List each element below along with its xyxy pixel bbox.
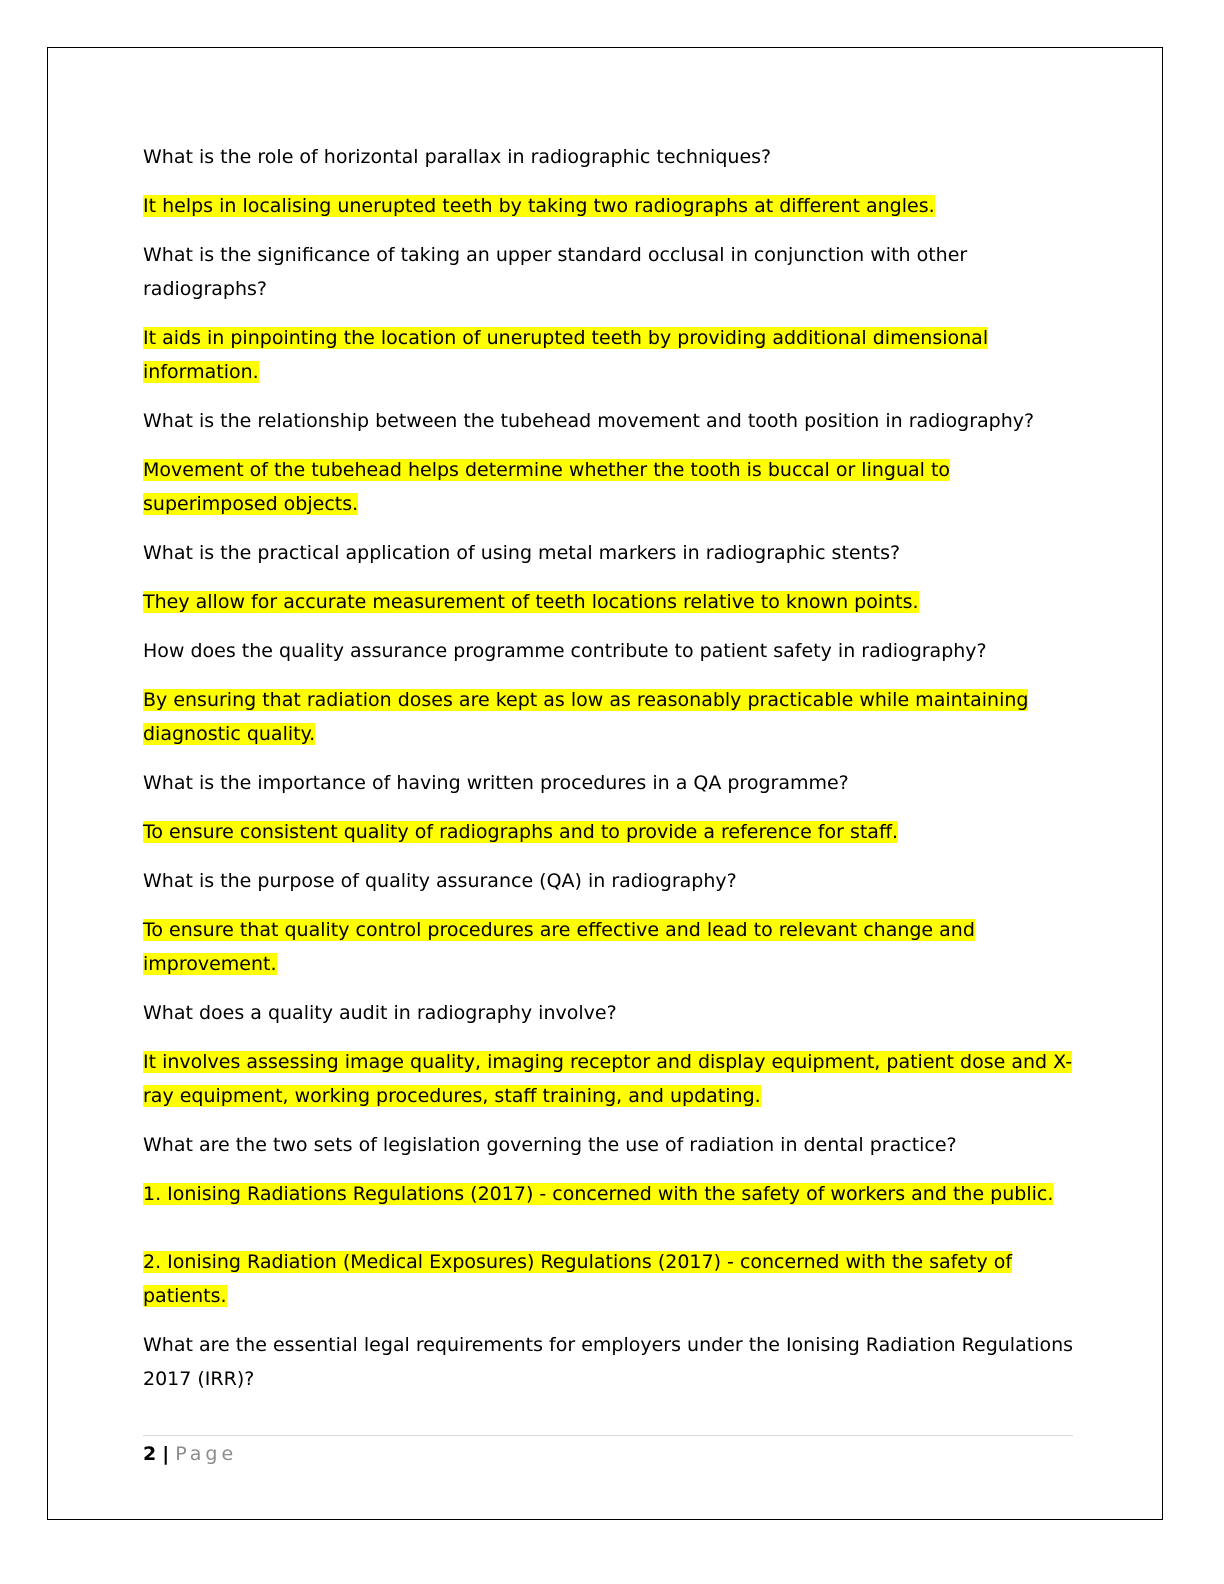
page-number: 2 (143, 1443, 157, 1465)
answer-9a: 1. Ionising Radiations Regulations (2017) - concerned with the safety of workers and the public. (143, 1183, 1054, 1205)
answer-1: It helps in localising unerupted teeth by taking two radiographs at different angles. (143, 195, 935, 217)
question-3: What is the relationship between the tubehead movement and tooth position in radiography? (143, 410, 1035, 432)
question-6: What is the importance of having written procedures in a QA programme? (143, 772, 849, 794)
question-1: What is the role of horizontal parallax in radiographic techniques? (143, 146, 772, 168)
answer-3: Movement of the tubehead helps determine whether the tooth is buccal or lingual to superimposed objects. (143, 459, 951, 515)
answer-6: To ensure consistent quality of radiographs and to provide a reference for staff. (143, 821, 899, 843)
answer-2: It aids in pinpointing the location of unerupted teeth by providing additional dimensional information. (143, 327, 989, 383)
answer-8: It involves assessing image quality, imaging receptor and display equipment, patient dose and X-ray equipment, working procedures, staff training, and updating. (143, 1051, 1073, 1107)
answer-5: By ensuring that radiation doses are kept as low as reasonably practicable while maintaining diagnostic quality. (143, 689, 1029, 745)
document-body (143, 140, 1083, 1411)
footer-separator: | (162, 1443, 170, 1465)
answer-4: They allow for accurate measurement of teeth locations relative to known points. (143, 591, 919, 613)
answer-7: To ensure that quality control procedures are effective and lead to relevant change and improvement. (143, 919, 975, 975)
question-4: What is the practical application of using metal markers in radiographic stents? (143, 542, 901, 564)
page-label: Page (175, 1443, 238, 1465)
question-10: What are the essential legal requirements for employers under the Ionising Radiation Regulations 2017 (IRR)? (143, 1334, 1074, 1390)
question-8: What does a quality audit in radiography involve? (143, 1002, 617, 1024)
answer-9b: 2. Ionising Radiation (Medical Exposures) Regulations (2017) - concerned with the safety of patients. (143, 1251, 1013, 1307)
footer-divider (143, 1435, 1073, 1436)
question-2: What is the significance of taking an upper standard occlusal in conjunction with other radiographs? (143, 244, 968, 300)
question-7: What is the purpose of quality assurance (QA) in radiography? (143, 870, 737, 892)
question-5: How does the quality assurance programme contribute to patient safety in radiography? (143, 640, 987, 662)
question-9: What are the two sets of legislation governing the use of radiation in dental practice? (143, 1134, 957, 1156)
page-footer (143, 1440, 237, 1468)
